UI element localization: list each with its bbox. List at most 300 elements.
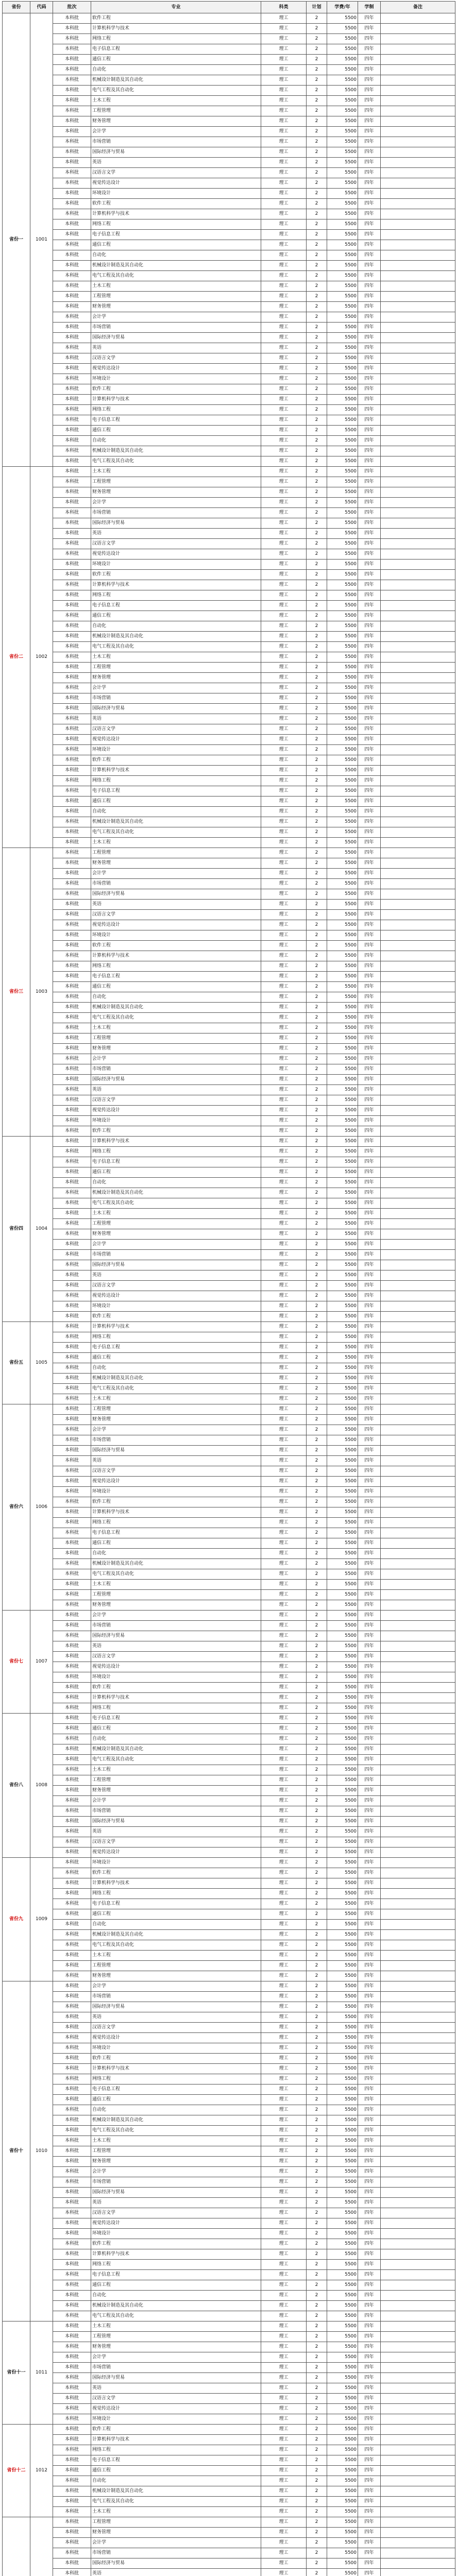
years-cell: 四年 (358, 1281, 381, 1291)
fee-cell: 5500 (327, 405, 358, 415)
table-row (3, 250, 455, 261)
subject-cell: 理工 (261, 580, 307, 590)
table-row (3, 467, 455, 477)
years-cell: 四年 (358, 2033, 381, 2043)
years-cell: 四年 (358, 302, 381, 312)
batch-cell: 本科批 (53, 560, 91, 570)
major-cell: 自动化 (91, 1363, 261, 1374)
batch-cell: 本科批 (53, 312, 91, 323)
batch-cell: 本科批 (53, 786, 91, 796)
fee-cell: 5500 (327, 240, 358, 250)
code-cell (30, 2517, 53, 2576)
notes-cell (381, 2167, 455, 2177)
table-row (3, 838, 455, 848)
plan-cell: 2 (307, 1662, 327, 1672)
major-cell: 视觉传达设计 (91, 1106, 261, 1116)
batch-cell: 本科批 (53, 2301, 91, 2311)
years-cell: 四年 (358, 1889, 381, 1899)
notes-cell (381, 1724, 455, 1734)
table-row (3, 1064, 455, 1075)
major-cell: 工程管理 (91, 1219, 261, 1229)
batch-cell: 本科批 (53, 1981, 91, 1992)
batch-cell: 本科批 (53, 941, 91, 951)
years-cell: 四年 (358, 683, 381, 693)
fee-cell: 5500 (327, 65, 358, 75)
table-row (3, 1404, 455, 1415)
batch-cell: 本科批 (53, 2249, 91, 2260)
years-cell: 四年 (358, 24, 381, 34)
notes-cell (381, 1178, 455, 1188)
plan-cell: 2 (307, 1951, 327, 1961)
major-cell: 软件工程 (91, 755, 261, 766)
notes-cell (381, 1270, 455, 1281)
plan-cell: 2 (307, 1868, 327, 1878)
subject-cell: 理工 (261, 1868, 307, 1878)
plan-cell: 2 (307, 560, 327, 570)
fee-cell: 5500 (327, 693, 358, 704)
notes-cell (381, 75, 455, 86)
fee-cell: 5500 (327, 384, 358, 395)
batch-cell: 本科批 (53, 1085, 91, 1095)
table-row (3, 2208, 455, 2218)
years-cell: 四年 (358, 1384, 381, 1394)
plan-cell: 2 (307, 580, 327, 590)
batch-cell: 本科批 (53, 1641, 91, 1652)
batch-cell: 本科批 (53, 2095, 91, 2105)
notes-cell (381, 1435, 455, 1446)
major-cell: 软件工程 (91, 570, 261, 580)
notes-cell (381, 1229, 455, 1240)
notes-cell (381, 55, 455, 65)
fee-cell: 5500 (327, 673, 358, 683)
plan-cell: 2 (307, 1343, 327, 1353)
batch-cell: 本科批 (53, 55, 91, 65)
plan-cell: 2 (307, 539, 327, 549)
plan-cell: 2 (307, 2342, 327, 2352)
major-cell: 土木工程 (91, 1023, 261, 1033)
subject-cell: 理工 (261, 2115, 307, 2126)
batch-cell: 本科批 (53, 477, 91, 487)
fee-cell: 5500 (327, 2528, 358, 2538)
years-cell: 四年 (358, 1456, 381, 1466)
batch-cell: 本科批 (53, 219, 91, 230)
fee-cell: 5500 (327, 920, 358, 930)
notes-cell (381, 838, 455, 848)
plan-cell: 2 (307, 426, 327, 436)
notes-cell (381, 1930, 455, 1940)
subject-cell: 理工 (261, 827, 307, 838)
subject-cell: 理工 (261, 1940, 307, 1951)
notes-cell (381, 1456, 455, 1466)
notes-cell (381, 116, 455, 127)
notes-cell (381, 1404, 455, 1415)
batch-cell: 本科批 (53, 2373, 91, 2383)
table-row (3, 745, 455, 755)
subject-cell: 理工 (261, 415, 307, 426)
subject-cell: 理工 (261, 1147, 307, 1157)
plan-cell: 2 (307, 1085, 327, 1095)
subject-cell: 理工 (261, 1085, 307, 1095)
fee-cell: 5500 (327, 992, 358, 1003)
table-row (3, 2198, 455, 2208)
notes-cell (381, 2198, 455, 2208)
plan-cell: 2 (307, 1394, 327, 1404)
plan-cell: 2 (307, 1559, 327, 1569)
plan-cell: 2 (307, 405, 327, 415)
years-cell: 四年 (358, 1848, 381, 1858)
fee-cell: 5500 (327, 1270, 358, 1281)
subject-cell: 理工 (261, 1353, 307, 1363)
major-cell: 国际经济与贸易 (91, 2188, 261, 2198)
plan-cell: 2 (307, 2548, 327, 2558)
subject-cell: 理工 (261, 1744, 307, 1755)
subject-cell: 理工 (261, 1600, 307, 1611)
table-row (3, 2054, 455, 2064)
years-cell: 四年 (358, 199, 381, 209)
major-cell: 汉语言文学 (91, 1281, 261, 1291)
fee-cell: 5500 (327, 508, 358, 518)
subject-cell: 理工 (261, 364, 307, 374)
notes-cell (381, 1600, 455, 1611)
notes-cell (381, 1590, 455, 1600)
years-cell: 四年 (358, 1198, 381, 1209)
major-cell: 市场营销 (91, 1435, 261, 1446)
major-cell: 土木工程 (91, 2136, 261, 2146)
fee-cell: 5500 (327, 2466, 358, 2476)
plan-cell: 2 (307, 353, 327, 364)
major-cell: 财务管理 (91, 1786, 261, 1796)
major-cell: 财务管理 (91, 673, 261, 683)
subject-cell: 理工 (261, 632, 307, 642)
batch-cell: 本科批 (53, 2167, 91, 2177)
plan-cell: 2 (307, 1889, 327, 1899)
major-cell: 视觉传达设计 (91, 178, 261, 189)
fee-cell: 5500 (327, 1631, 358, 1641)
notes-cell (381, 436, 455, 446)
years-cell: 四年 (358, 2167, 381, 2177)
table-row (3, 44, 455, 55)
batch-cell: 本科批 (53, 2517, 91, 2528)
years-cell: 四年 (358, 1837, 381, 1848)
years-cell: 四年 (358, 1301, 381, 1312)
table-row (3, 1054, 455, 1064)
table-row (3, 1507, 455, 1518)
table-row (3, 1703, 455, 1714)
notes-cell (381, 13, 455, 24)
batch-cell: 本科批 (53, 1456, 91, 1466)
major-cell: 软件工程 (91, 1868, 261, 1878)
notes-cell (381, 2270, 455, 2280)
major-cell: 汉语言文学 (91, 2394, 261, 2404)
years-cell: 四年 (358, 776, 381, 786)
notes-cell (381, 611, 455, 621)
subject-cell: 理工 (261, 106, 307, 116)
years-cell: 四年 (358, 2394, 381, 2404)
fee-cell: 5500 (327, 1487, 358, 1497)
subject-cell: 理工 (261, 1765, 307, 1775)
table-row (3, 1992, 455, 2002)
batch-cell: 本科批 (53, 766, 91, 776)
years-cell: 四年 (358, 2548, 381, 2558)
major-cell: 通信工程 (91, 2280, 261, 2291)
subject-cell: 理工 (261, 1920, 307, 1930)
fee-cell: 5500 (327, 2239, 358, 2249)
notes-cell (381, 189, 455, 199)
fee-cell: 5500 (327, 1909, 358, 1920)
plan-cell: 2 (307, 776, 327, 786)
fee-cell: 5500 (327, 2414, 358, 2425)
subject-cell: 理工 (261, 2332, 307, 2342)
table-row (3, 529, 455, 539)
subject-cell: 理工 (261, 1054, 307, 1064)
major-cell: 英语 (91, 1456, 261, 1466)
years-cell: 四年 (358, 44, 381, 55)
table-row (3, 1755, 455, 1765)
subject-cell: 理工 (261, 2177, 307, 2188)
plan-cell: 2 (307, 1580, 327, 1590)
table-row (3, 704, 455, 714)
notes-cell (381, 2321, 455, 2332)
subject-cell: 理工 (261, 2404, 307, 2414)
subject-cell: 理工 (261, 323, 307, 333)
notes-cell (381, 786, 455, 796)
notes-cell (381, 2383, 455, 2394)
table-row (3, 1013, 455, 1023)
notes-cell (381, 1827, 455, 1837)
batch-cell: 本科批 (53, 879, 91, 889)
notes-cell (381, 65, 455, 75)
plan-cell: 2 (307, 704, 327, 714)
notes-cell (381, 2260, 455, 2270)
batch-cell: 本科批 (53, 1013, 91, 1023)
years-cell: 四年 (358, 2301, 381, 2311)
years-cell: 四年 (358, 1116, 381, 1126)
fee-cell: 5500 (327, 2188, 358, 2198)
fee-cell: 5500 (327, 189, 358, 199)
fee-cell: 5500 (327, 292, 358, 302)
years-cell: 四年 (358, 127, 381, 137)
batch-cell: 本科批 (53, 2435, 91, 2445)
batch-cell: 本科批 (53, 1518, 91, 1528)
years-cell: 四年 (358, 1106, 381, 1116)
plan-cell: 2 (307, 158, 327, 168)
major-cell: 网络工程 (91, 961, 261, 972)
years-cell: 四年 (358, 1054, 381, 1064)
header-notes: 备注 (381, 2, 455, 13)
batch-cell: 本科批 (53, 1559, 91, 1569)
subject-cell: 理工 (261, 982, 307, 992)
batch-cell: 本科批 (53, 1940, 91, 1951)
batch-cell: 本科批 (53, 920, 91, 930)
table-row (3, 1672, 455, 1683)
major-cell: 国际经济与贸易 (91, 147, 261, 158)
header-batch: 批次 (53, 2, 91, 13)
batch-cell: 本科批 (53, 2033, 91, 2043)
subject-cell: 理工 (261, 1435, 307, 1446)
fee-cell: 5500 (327, 1198, 358, 1209)
years-cell: 四年 (358, 2084, 381, 2095)
subject-cell: 理工 (261, 776, 307, 786)
plan-cell: 2 (307, 807, 327, 817)
table-row (3, 1095, 455, 1106)
batch-cell: 本科批 (53, 796, 91, 807)
table-row (3, 343, 455, 353)
fee-cell: 5500 (327, 426, 358, 436)
subject-cell: 理工 (261, 652, 307, 663)
subject-cell: 理工 (261, 1683, 307, 1693)
batch-cell: 本科批 (53, 2352, 91, 2363)
years-cell: 四年 (358, 2486, 381, 2497)
subject-cell: 理工 (261, 704, 307, 714)
fee-cell: 5500 (327, 1404, 358, 1415)
subject-cell: 理工 (261, 395, 307, 405)
major-cell: 土木工程 (91, 467, 261, 477)
major-cell: 汉语言文学 (91, 724, 261, 735)
batch-cell: 本科批 (53, 1363, 91, 1374)
notes-cell (381, 1961, 455, 1971)
fee-cell: 5500 (327, 1858, 358, 1868)
major-cell: 视觉传达设计 (91, 364, 261, 374)
code-cell: 1001 (30, 13, 53, 467)
notes-cell (381, 951, 455, 961)
batch-cell: 本科批 (53, 1477, 91, 1487)
table-row (3, 1961, 455, 1971)
major-cell: 英语 (91, 529, 261, 539)
fee-cell: 5500 (327, 827, 358, 838)
years-cell: 四年 (358, 1796, 381, 1806)
subject-cell: 理工 (261, 735, 307, 745)
plan-cell: 2 (307, 1363, 327, 1374)
batch-cell: 本科批 (53, 992, 91, 1003)
fee-cell: 5500 (327, 735, 358, 745)
major-cell: 网络工程 (91, 2260, 261, 2270)
major-cell: 通信工程 (91, 1538, 261, 1549)
major-cell: 工程管理 (91, 292, 261, 302)
notes-cell (381, 384, 455, 395)
subject-cell: 理工 (261, 1538, 307, 1549)
notes-cell (381, 2126, 455, 2136)
plan-cell: 2 (307, 1724, 327, 1734)
batch-cell: 本科批 (53, 632, 91, 642)
years-cell: 四年 (358, 1033, 381, 1044)
batch-cell: 本科批 (53, 2074, 91, 2084)
major-cell: 软件工程 (91, 1126, 261, 1137)
subject-cell: 理工 (261, 2105, 307, 2115)
plan-cell: 2 (307, 879, 327, 889)
subject-cell: 理工 (261, 2455, 307, 2466)
fee-cell: 5500 (327, 1507, 358, 1518)
notes-cell (381, 1374, 455, 1384)
plan-cell: 2 (307, 1487, 327, 1497)
years-cell: 四年 (358, 786, 381, 796)
plan-cell: 2 (307, 374, 327, 384)
notes-cell (381, 2352, 455, 2363)
subject-cell: 理工 (261, 951, 307, 961)
major-cell: 环境设计 (91, 2414, 261, 2425)
plan-cell: 2 (307, 1466, 327, 1477)
subject-cell: 理工 (261, 1837, 307, 1848)
years-cell: 四年 (358, 168, 381, 178)
subject-cell: 理工 (261, 508, 307, 518)
subject-cell: 理工 (261, 930, 307, 941)
years-cell: 四年 (358, 405, 381, 415)
subject-cell: 理工 (261, 209, 307, 219)
table-row (3, 230, 455, 240)
table-row (3, 693, 455, 704)
subject-cell: 理工 (261, 436, 307, 446)
batch-cell: 本科批 (53, 1332, 91, 1343)
plan-cell: 2 (307, 2352, 327, 2363)
table-row (3, 2095, 455, 2105)
major-cell: 通信工程 (91, 1724, 261, 1734)
table-row (3, 1126, 455, 1137)
subject-cell: 理工 (261, 745, 307, 755)
notes-cell (381, 1569, 455, 1580)
years-cell: 四年 (358, 858, 381, 869)
major-cell: 机械设计制造及其自动化 (91, 632, 261, 642)
notes-cell (381, 930, 455, 941)
fee-cell: 5500 (327, 1126, 358, 1137)
major-cell: 自动化 (91, 807, 261, 817)
table-row (3, 2435, 455, 2445)
fee-cell: 5500 (327, 2270, 358, 2280)
batch-cell: 本科批 (53, 2188, 91, 2198)
plan-cell: 2 (307, 549, 327, 560)
subject-cell: 理工 (261, 1951, 307, 1961)
batch-cell: 本科批 (53, 889, 91, 900)
notes-cell (381, 807, 455, 817)
subject-cell: 理工 (261, 2476, 307, 2486)
code-cell: 1011 (30, 2321, 53, 2425)
plan-cell: 2 (307, 2486, 327, 2497)
notes-cell (381, 1889, 455, 1899)
plan-cell: 2 (307, 2239, 327, 2249)
plan-cell: 2 (307, 2249, 327, 2260)
table-row (3, 900, 455, 910)
fee-cell: 5500 (327, 1951, 358, 1961)
major-cell: 电子信息工程 (91, 44, 261, 55)
table-row (3, 1744, 455, 1755)
plan-cell: 2 (307, 992, 327, 1003)
major-cell: 会计学 (91, 2352, 261, 2363)
major-cell: 英语 (91, 714, 261, 724)
subject-cell: 理工 (261, 1549, 307, 1559)
plan-cell: 2 (307, 2105, 327, 2115)
table-row (3, 2188, 455, 2198)
major-cell: 汉语言文学 (91, 168, 261, 178)
batch-cell: 本科批 (53, 2528, 91, 2538)
major-cell: 视觉传达设计 (91, 549, 261, 560)
fee-cell: 5500 (327, 611, 358, 621)
years-cell: 四年 (358, 364, 381, 374)
major-cell: 财务管理 (91, 2342, 261, 2352)
batch-cell: 本科批 (53, 1157, 91, 1167)
fee-cell: 5500 (327, 2146, 358, 2157)
notes-cell (381, 446, 455, 456)
batch-cell: 本科批 (53, 745, 91, 755)
major-cell: 工程管理 (91, 1775, 261, 1786)
fee-cell: 5500 (327, 2084, 358, 2095)
years-cell: 四年 (358, 508, 381, 518)
notes-cell (381, 2311, 455, 2321)
plan-cell: 2 (307, 1188, 327, 1198)
notes-cell (381, 2363, 455, 2373)
code-cell: 1009 (30, 1858, 53, 1981)
notes-cell (381, 487, 455, 498)
years-cell: 四年 (358, 745, 381, 755)
major-cell: 自动化 (91, 1734, 261, 1744)
subject-cell: 理工 (261, 1714, 307, 1724)
